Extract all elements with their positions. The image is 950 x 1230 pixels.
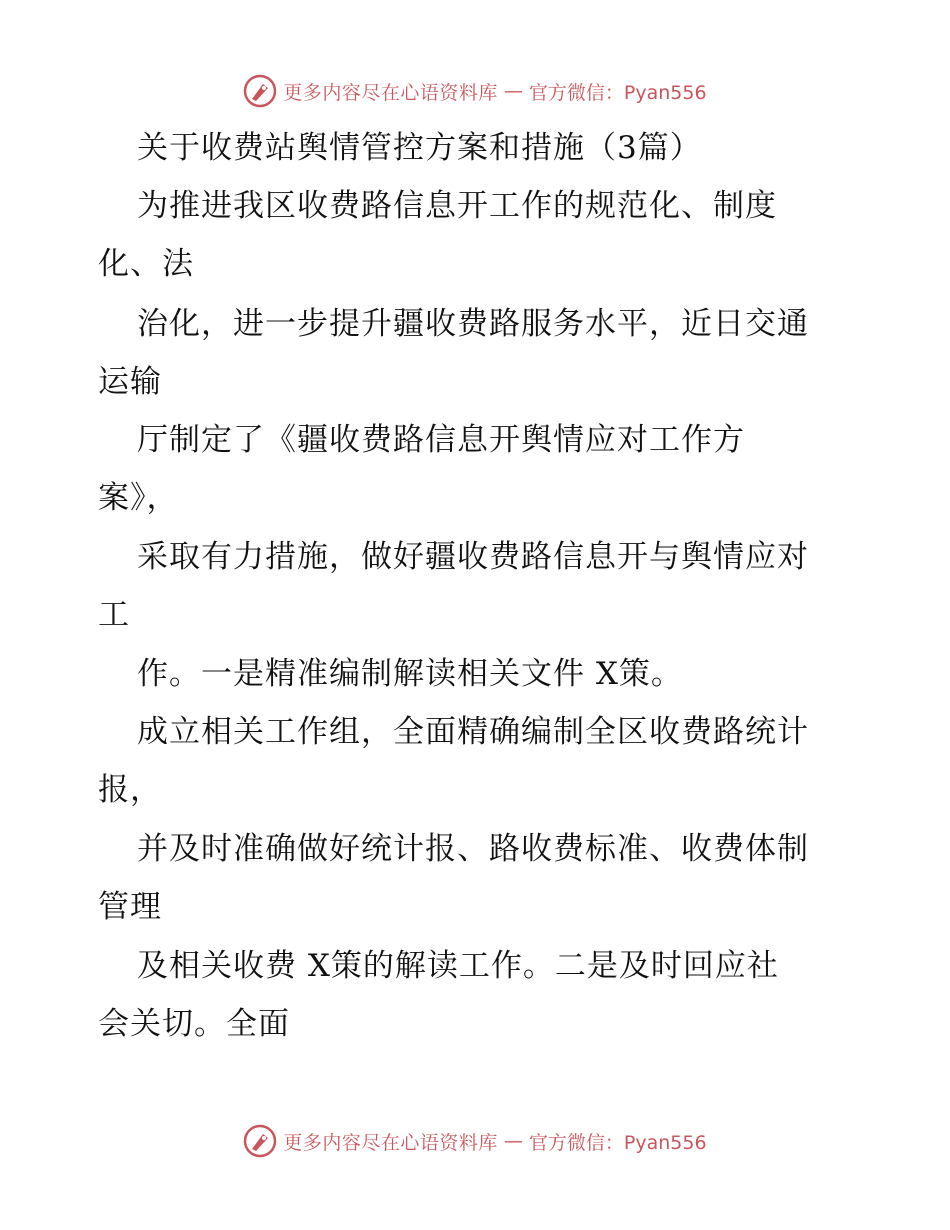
watermark-text: 更多内容尽在心语资料库 <box>283 81 498 104</box>
paragraph-line: 采取有力措施，做好疆收费路信息开与舆情应对 <box>137 539 809 575</box>
paragraph-line: 管理 <box>98 889 162 925</box>
paragraph-line: 工 <box>98 597 130 633</box>
paragraph-line: 及相关收费 X策的解读工作。二是及时回应社 <box>137 948 779 984</box>
paragraph-line: 化、法 <box>98 246 194 282</box>
pen-nib-icon <box>243 74 277 108</box>
header-watermark <box>0 71 950 111</box>
paragraph-line: 治化，进一步提升疆收费路服务水平，近日交通 <box>137 306 809 342</box>
paragraph-line: 成立相关工作组，全面精确编制全区收费路统计 <box>137 714 809 750</box>
document-title: 关于收费站舆情管控方案和措施（3篇） <box>137 130 702 166</box>
paragraph-line: 为推进我区收费路信息开工作的规范化、制度 <box>137 188 777 224</box>
pen-nib-icon <box>243 1124 277 1158</box>
paragraph-line: 并及时准确做好统计报、路收费标准、收费体制 <box>137 831 809 867</box>
watermark-separator: — <box>503 80 523 102</box>
footer-watermark <box>0 1121 950 1161</box>
watermark-separator: — <box>503 1130 523 1152</box>
paragraph-line: 作。一是精准编制解读相关文件 X策。 <box>137 656 683 692</box>
paragraph-line: 会关切。全面 <box>98 1006 290 1042</box>
paragraph-line: 报， <box>98 772 162 808</box>
watermark-contact: 官方微信：Pyan556 <box>528 81 707 104</box>
paragraph-line: 案》， <box>98 480 179 516</box>
paragraph-line: 厅制定了《疆收费路信息开舆情应对工作方 <box>137 422 745 458</box>
watermark-contact: 官方微信：Pyan556 <box>528 1131 707 1154</box>
watermark-text: 更多内容尽在心语资料库 <box>283 1131 498 1154</box>
paragraph-line: 运输 <box>98 364 162 400</box>
